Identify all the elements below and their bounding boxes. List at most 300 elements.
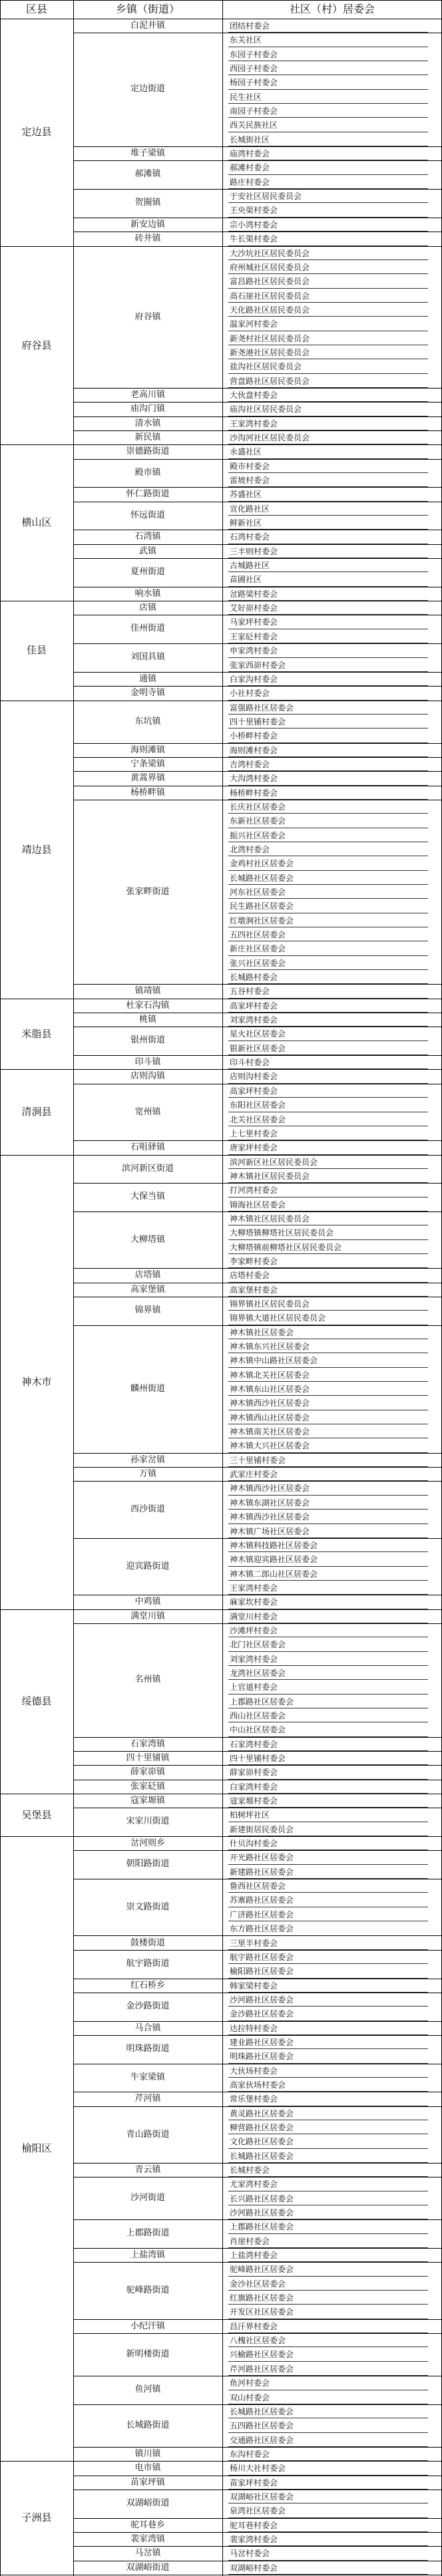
- village-underline: [228, 898, 428, 899]
- village-name: 金鸡村社区居委会: [230, 859, 294, 869]
- village-underline: [228, 1367, 428, 1368]
- village-name: 营盘路社区居民委员会: [230, 376, 310, 386]
- village-name: 韩家梁村委会: [230, 1981, 278, 1991]
- village-name: 芹河路社区居委会: [230, 2364, 294, 2374]
- county-name: 子洲县: [21, 2511, 52, 2524]
- town-name: 牛家梁镇: [130, 2072, 165, 2082]
- village-name: 神木镇大兴社区居委会: [230, 1441, 310, 1451]
- village-name: 民生社区: [230, 92, 262, 102]
- village-name: 金沙路社区居委会: [230, 2009, 294, 2019]
- town-name: 店塔镇: [134, 1270, 161, 1281]
- village-name: 裴家湾村委会: [230, 2534, 278, 2544]
- town-name: 新明楼街道: [126, 2349, 170, 2360]
- village-name: 长城村委会: [230, 2166, 270, 2175]
- town-name: 大柳塔镇: [130, 1234, 165, 1245]
- village-name: 府州城社区居民委员会: [230, 262, 310, 272]
- town-name: 印斗镇: [134, 1057, 161, 1068]
- village-underline: [228, 1963, 428, 1964]
- village-underline: [228, 1168, 428, 1169]
- village-name: 新建街居民委员会: [230, 1824, 294, 1834]
- town-name: 金沙路街道: [126, 2001, 170, 2011]
- village-name: 沙滩坪村委会: [230, 1625, 278, 1635]
- town-name: 石咀驿镇: [130, 1142, 165, 1153]
- village-name: 富强路社区居委会: [230, 703, 294, 713]
- village-name: 高家伙场村委会: [230, 2080, 286, 2090]
- village-name: 红墩涧社区居委会: [230, 915, 294, 925]
- village-name: 庙沟社区居民委员会: [230, 404, 302, 414]
- village-underline: [228, 259, 428, 260]
- town-name: 万镇: [138, 1469, 156, 1480]
- village-name: 海则滩村委会: [230, 745, 278, 755]
- village-underline: [228, 1580, 428, 1581]
- village-name: 振兴社区居委会: [230, 830, 286, 840]
- town-name: 明珠路街道: [126, 2043, 170, 2054]
- town-name: 武镇: [138, 546, 156, 556]
- town-name: 桃镇: [138, 1015, 156, 1025]
- village-name: 东关社区: [230, 35, 262, 45]
- village-name: 龙湾社区居委会: [230, 1668, 286, 1678]
- village-name: 三丰则村委会: [230, 546, 278, 556]
- town-name: 名州镇: [134, 1674, 161, 1685]
- town-name: 银州街道: [130, 1035, 165, 1046]
- village-name: 柏树坪社区: [230, 1810, 270, 1820]
- village-name: 店塔村委会: [230, 1271, 270, 1281]
- village-name: 东园子村委会: [230, 49, 278, 59]
- town-name: 崇德路街道: [126, 446, 170, 457]
- town-name: 满堂川镇: [130, 1611, 165, 1621]
- village-name: 小社村委会: [230, 689, 270, 699]
- village-name: 长城路社区居委会: [230, 2406, 294, 2416]
- village-underline: [228, 1253, 428, 1254]
- village-name: 长城路社区居委会: [230, 873, 294, 883]
- village-name: 宣化路社区: [230, 504, 270, 514]
- town-name: 夏州街道: [130, 567, 165, 577]
- village-name: 薛家峁村委会: [230, 1768, 278, 1778]
- town-name: 上郡路街道: [126, 2228, 170, 2239]
- village-name: 石家湾村委会: [230, 1739, 278, 1749]
- village-name: 上盐湾村委会: [230, 2251, 278, 2261]
- town-name: 长城路街道: [126, 2420, 170, 2430]
- village-name: 新尧村社区居民委员会: [230, 333, 310, 343]
- village-name: 中山社区居委会: [230, 1725, 286, 1735]
- town-name: 刘国具镇: [130, 652, 165, 663]
- town-name: 佳州街道: [130, 623, 165, 634]
- village-name: 长城路村委会: [230, 973, 278, 983]
- top-border: [0, 0, 442, 1]
- village-name: 盐沟社区居民委员会: [230, 362, 302, 372]
- village-name: 神木镇广场社区居委会: [230, 1526, 310, 1536]
- village-name: 双山村委会: [230, 2392, 270, 2402]
- village-name: 明珠路社区居委会: [230, 2052, 294, 2062]
- town-name: 马岔镇: [134, 2548, 161, 2559]
- village-underline: [228, 2290, 428, 2291]
- header-village: 社区（村）居委会: [289, 3, 375, 15]
- village-name: 牛长渠村委会: [230, 234, 278, 244]
- village-underline: [228, 2276, 428, 2277]
- village-name: 苏盛社区: [230, 490, 262, 500]
- village-name: 店则沟村委会: [230, 1072, 278, 1082]
- village-name: 西山社区居委会: [230, 1710, 286, 1720]
- village-name: 天化路社区居民委员会: [230, 305, 310, 315]
- village-underline: [228, 1651, 428, 1652]
- town-name: 中鸡镇: [134, 1597, 161, 1607]
- village-name: 南园子村委会: [230, 106, 278, 116]
- county-name: 米脂县: [21, 1027, 52, 1040]
- village-name: 神木镇迎宾路社区居委会: [230, 1555, 318, 1565]
- village-name: 西园子村委会: [230, 64, 278, 74]
- village-name: 锦界镇大道社区居民委员会: [230, 1313, 326, 1323]
- village-underline: [228, 2148, 428, 2149]
- village-name: 驼峰路社区居委会: [230, 2265, 294, 2275]
- village-name: 神木镇二郎山社区居委会: [230, 1569, 318, 1579]
- village-name: 永盛社区: [230, 447, 262, 457]
- village-name: 开发区社区居委会: [230, 2307, 294, 2317]
- village-name: 双湖峪社区居委会: [230, 2492, 294, 2501]
- village-underline: [228, 714, 428, 715]
- village-name: 大伙盘村委会: [230, 390, 278, 400]
- village-name: 大沙坑社区居民委员会: [230, 248, 310, 258]
- village-name: 路庄村委会: [230, 177, 270, 187]
- village-name: 神木镇西沙社区居委会: [230, 1398, 310, 1408]
- village-underline: [228, 813, 428, 814]
- village-name: 刘家湾村委会: [230, 1654, 278, 1664]
- village-name: 驼耳巷村委会: [230, 2520, 278, 2530]
- village-name: 艾好峁村委会: [230, 603, 278, 613]
- village-name: 于安社区居民委员会: [230, 192, 302, 202]
- village-name: 五四社区居委会: [230, 930, 286, 940]
- town-name: 府谷镇: [134, 311, 161, 322]
- town-name: 鼓楼街道: [130, 1937, 165, 1948]
- town-name: 清水镇: [134, 418, 161, 428]
- town-name: 孙家岔镇: [130, 1454, 165, 1465]
- town-name: 青云镇: [134, 2165, 161, 2175]
- village-name: 李家畔村委会: [230, 1256, 278, 1266]
- village-name: 广济路社区居委会: [230, 1909, 294, 1919]
- village-name: 建业路社区居委会: [230, 2037, 294, 2047]
- village-name: 红旗路社区居委会: [230, 2293, 294, 2303]
- town-name: 电市镇: [134, 2463, 161, 2474]
- village-name: 申家湾村委会: [230, 646, 278, 656]
- village-underline: [228, 1310, 428, 1311]
- town-name: 沙河街道: [130, 2193, 165, 2203]
- village-underline: [228, 1665, 428, 1666]
- village-name: 沙河路社区居委会: [230, 1995, 294, 2005]
- town-name: 怀仁路街道: [126, 489, 170, 500]
- village-underline: [228, 969, 428, 970]
- town-name: 高家堡镇: [130, 1284, 165, 1295]
- village-underline: [228, 2048, 428, 2049]
- village-name: 神木镇东山社区居委会: [230, 1384, 310, 1394]
- village-name: 王家砭村委会: [230, 631, 278, 641]
- village-name: 苗圃社区: [230, 575, 262, 585]
- column-divider: [222, 0, 223, 2576]
- town-name: 滨河新区街道: [121, 1163, 174, 1174]
- village-name: 武家庄村委会: [230, 1470, 278, 1480]
- village-name: 高家坪村委会: [230, 1001, 278, 1011]
- village-underline: [228, 288, 428, 289]
- town-name: 寇家塬镇: [130, 1796, 165, 1806]
- village-name: 郝滩村委会: [230, 163, 270, 173]
- town-name: 新民镇: [134, 432, 161, 442]
- village-name: 打河湾村委会: [230, 1186, 278, 1196]
- village-name: 东方路社区居委会: [230, 1924, 294, 1934]
- town-name: 薛家峁镇: [130, 1767, 165, 1778]
- town-name: 响水镇: [134, 588, 161, 599]
- village-underline: [228, 1097, 428, 1098]
- county-name: 绥德县: [21, 1694, 52, 1707]
- village-underline: [228, 2006, 428, 2007]
- village-name: 印斗村委会: [230, 1058, 270, 1068]
- village-name: 长城路社区居委会: [230, 2151, 294, 2161]
- village-name: 文化路社区居委会: [230, 2137, 294, 2147]
- village-name: 新庄社区居委会: [230, 944, 286, 954]
- village-name: 白家湾村委会: [230, 1782, 278, 1792]
- county-name: 榆阳区: [21, 2142, 52, 2155]
- village-underline: [228, 2233, 428, 2234]
- village-name: 上七里村委会: [230, 1128, 278, 1138]
- village-name: 古城路社区: [230, 561, 270, 571]
- village-name: 大沟湾村委会: [230, 774, 278, 784]
- town-name: 定边街道: [130, 84, 165, 94]
- town-name: 航宇路街道: [126, 1958, 170, 1969]
- village-name: 西关民族社区: [230, 120, 278, 130]
- town-name: 殿市镇: [134, 467, 161, 478]
- town-name: 通镇: [138, 673, 156, 684]
- village-underline: [228, 103, 428, 104]
- village-name: 高石崖社区居民委员会: [230, 291, 310, 301]
- county-name: 吴堡县: [21, 1809, 52, 1822]
- village-name: 四十里铺村委会: [230, 717, 286, 726]
- town-name: 张家畔街道: [126, 886, 170, 897]
- county-name: 定边县: [21, 126, 52, 138]
- village-name: 张兴社区居委会: [230, 958, 286, 968]
- village-name: 三十里铺村委会: [230, 1455, 286, 1465]
- village-name: 北关社区居委会: [230, 1114, 286, 1124]
- town-name: 双湖峪街道: [126, 2562, 170, 2573]
- village-name: 五四路社区居委会: [230, 2421, 294, 2431]
- village-name: 开光路社区居委会: [230, 1853, 294, 1863]
- town-name: 西沙街道: [130, 1504, 165, 1515]
- village-underline: [228, 870, 428, 871]
- county-name: 佳县: [26, 644, 47, 657]
- village-name: 尤家湾村委会: [230, 2179, 278, 2189]
- town-name: 张家砭镇: [130, 1781, 165, 1792]
- town-name: 镇靖镇: [134, 986, 161, 997]
- town-name: 苗家坪镇: [130, 2477, 165, 2488]
- village-name: 四十里铺村委会: [230, 1754, 286, 1764]
- village-underline: [228, 955, 428, 956]
- village-name: 马家坪村委会: [230, 617, 278, 627]
- village-underline: [228, 2304, 428, 2305]
- village-name: 张家西峁村委会: [230, 660, 286, 670]
- village-name: 神木镇社区居民委员会: [230, 1213, 310, 1223]
- village-name: 沙河路社区居委会: [230, 2208, 294, 2218]
- village-underline: [228, 1239, 428, 1240]
- village-underline: [228, 472, 428, 473]
- village-name: 神木镇东湖社区居委会: [230, 1498, 310, 1508]
- village-name: 神木镇东兴社区居委会: [230, 1342, 310, 1352]
- village-name: 王家湾村委会: [230, 1583, 278, 1593]
- village-name: 东阳社区居委会: [230, 1100, 286, 1110]
- town-name: 驼峰路街道: [126, 2285, 170, 2296]
- village-underline: [228, 1566, 428, 1567]
- village-name: 交通路社区居委会: [230, 2435, 294, 2445]
- village-name: 宗小湾村委会: [230, 220, 278, 230]
- town-name: 四十里铺镇: [126, 1753, 170, 1764]
- town-name: 红石桥乡: [130, 1980, 165, 1991]
- village-name: 兴榆路社区居委会: [230, 2350, 294, 2360]
- village-name: 泉湾社区居委会: [230, 2506, 286, 2516]
- village-name: 大柳塔镇前柳塔社区居民委员会: [230, 1242, 342, 1252]
- village-name: 三里半村委会: [230, 1938, 278, 1948]
- village-name: 金沙社区居委会: [230, 2279, 286, 2289]
- town-name: 鱼河镇: [134, 2384, 161, 2395]
- village-name: 长庆社区居委会: [230, 802, 286, 812]
- town-name: 石家湾镇: [130, 1738, 165, 1749]
- village-name: 神木镇中山路社区居委会: [230, 1356, 318, 1366]
- county-name: 府谷县: [21, 339, 52, 351]
- village-name: 神木镇西沙社区居委会: [230, 1512, 310, 1522]
- village-name: 神木镇北关社区居委会: [230, 1370, 310, 1380]
- village-underline: [228, 515, 428, 516]
- town-name: 店则沟镇: [130, 1071, 165, 1082]
- village-name: 杨川大社村委会: [230, 2464, 286, 2474]
- village-name: 寇家塬村委会: [230, 1796, 278, 1806]
- village-name: 神木镇南关社区居委会: [230, 1427, 310, 1437]
- village-name: 富昌路社区居民委员会: [230, 277, 310, 287]
- village-name: 锦海社区居委会: [230, 1200, 286, 1209]
- village-name: 杨桥畔村委会: [230, 788, 278, 798]
- village-name: 吉湾村委会: [230, 759, 270, 769]
- village-underline: [228, 1495, 428, 1496]
- village-name: 新建路社区居委会: [230, 1867, 294, 1877]
- village-name: 马岔村委会: [230, 2549, 270, 2559]
- village-name: 殿市村委会: [230, 461, 270, 471]
- village-name: 石湾村委会: [230, 532, 270, 542]
- town-name: 海则滩镇: [130, 744, 165, 755]
- town-name: 店镇: [138, 603, 156, 613]
- village-name: 白家沟村委会: [230, 674, 278, 684]
- town-name: 青山路街道: [126, 2129, 170, 2140]
- town-name: 上盐湾镇: [130, 2250, 165, 2261]
- town-name: 马合镇: [134, 2022, 161, 2033]
- village-name: 五谷村委会: [230, 987, 270, 997]
- village-name: 大伙场村委会: [230, 2066, 278, 2076]
- town-name: 裴家湾镇: [130, 2533, 165, 2544]
- village-name: 新尧港社区居民委员会: [230, 347, 310, 357]
- town-name: 锦界镇: [134, 1305, 161, 1315]
- header-town: 乡镇（街道）: [115, 3, 180, 15]
- village-name: 高家坪村委会: [230, 1086, 278, 1096]
- village-underline: [228, 884, 428, 885]
- town-name: 新安边镇: [130, 219, 165, 230]
- village-name: 上官道村委会: [230, 1683, 278, 1692]
- village-name: 杨园子村委会: [230, 78, 278, 88]
- village-name: 银新社区居委会: [230, 1043, 286, 1053]
- village-name: 高家堡村委会: [230, 1285, 278, 1295]
- village-name: 鲜新社区: [230, 518, 262, 528]
- village-underline: [228, 2346, 428, 2347]
- village-name: 常乐堡村委会: [230, 2094, 278, 2104]
- town-name: 宽州镇: [134, 1106, 161, 1117]
- village-underline: [228, 1381, 428, 1382]
- town-name: 金明寺镇: [130, 688, 165, 699]
- village-name: 满堂川村委会: [230, 1611, 278, 1621]
- village-name: 鲁西社区居委会: [230, 1881, 286, 1891]
- village-underline: [228, 2432, 428, 2433]
- county-name: 清涧县: [21, 1106, 52, 1118]
- village-name: 柳营路社区居委会: [230, 2122, 294, 2132]
- village-underline: [228, 1864, 428, 1865]
- village-underline: [228, 202, 428, 203]
- town-name: 贺圈镇: [134, 198, 161, 208]
- village-underline: [228, 1551, 428, 1552]
- village-name: 八槐社区居委会: [230, 2336, 286, 2346]
- town-name: 芹河镇: [134, 2094, 161, 2104]
- village-name: 神木镇西沙社区居委会: [230, 1484, 310, 1494]
- village-name: 河东社区居委会: [230, 887, 286, 897]
- town-name: 杜家石沟镇: [126, 1000, 170, 1011]
- town-name: 庙沟门镇: [130, 404, 165, 414]
- village-underline: [228, 316, 428, 317]
- village-name: 神木镇社区居民委员会: [230, 1171, 310, 1181]
- village-underline: [228, 657, 428, 658]
- town-name: 堆子梁镇: [130, 148, 165, 159]
- village-underline: [228, 174, 428, 175]
- village-name: 北湾村委会: [230, 844, 270, 854]
- village-underline: [228, 1509, 428, 1510]
- town-name: 白泥井镇: [130, 21, 165, 31]
- village-name: 双湖峪村委会: [230, 2563, 278, 2573]
- village-name: 东新社区居委会: [230, 816, 286, 826]
- town-name: 迎宾路街道: [126, 1561, 170, 1571]
- village-name: 上郡路社区居委会: [230, 2222, 294, 2232]
- town-name: 双湖峪街道: [126, 2497, 170, 2508]
- village-name: 什贝沟村委会: [230, 1839, 278, 1849]
- village-name: 达拉特村委会: [230, 2023, 278, 2033]
- village-name: 沙沟河社区居民委员会: [230, 432, 310, 442]
- village-name: 鱼河村委会: [230, 2378, 270, 2388]
- village-name: 神木镇社区居委会: [230, 1327, 294, 1337]
- village-name: 民生路社区居委会: [230, 901, 294, 911]
- village-name: 岔路梁村委会: [230, 589, 278, 599]
- town-name: 砖井镇: [134, 234, 161, 244]
- village-name: 肖崖村委会: [230, 2236, 270, 2246]
- village-name: 刘家湾村委会: [230, 1015, 278, 1025]
- village-name: 神木镇科技路社区居委会: [230, 1540, 318, 1550]
- town-name: 黄蒿界镇: [130, 773, 165, 784]
- village-name: 长兴路社区居委会: [230, 2193, 294, 2203]
- village-name: 榆阳路社区居委会: [230, 1967, 294, 1977]
- town-name: 朝阳路街道: [126, 1859, 170, 1869]
- village-underline: [228, 571, 428, 572]
- town-name: 怀远街道: [130, 510, 165, 520]
- village-name: 神木镇西山社区居委会: [230, 1412, 310, 1422]
- town-name: 石湾镇: [134, 532, 161, 542]
- village-name: 长城街社区: [230, 134, 270, 144]
- village-name: 王央渠村委会: [230, 206, 278, 216]
- village-underline: [228, 1395, 428, 1396]
- village-name: 上郡路社区居委会: [230, 1696, 294, 1706]
- village-name: 昌汗界村委会: [230, 2321, 278, 2331]
- town-name: 小纪汗镇: [130, 2321, 165, 2331]
- village-name: 锦界镇社区居民委员会: [230, 1299, 310, 1309]
- town-name: 郝滩镇: [134, 169, 161, 180]
- village-underline: [228, 117, 428, 118]
- town-name: 驼耳巷乡: [130, 2519, 165, 2530]
- village-name: 温家河村委会: [230, 319, 278, 329]
- village-name: 团结村委会: [230, 21, 270, 31]
